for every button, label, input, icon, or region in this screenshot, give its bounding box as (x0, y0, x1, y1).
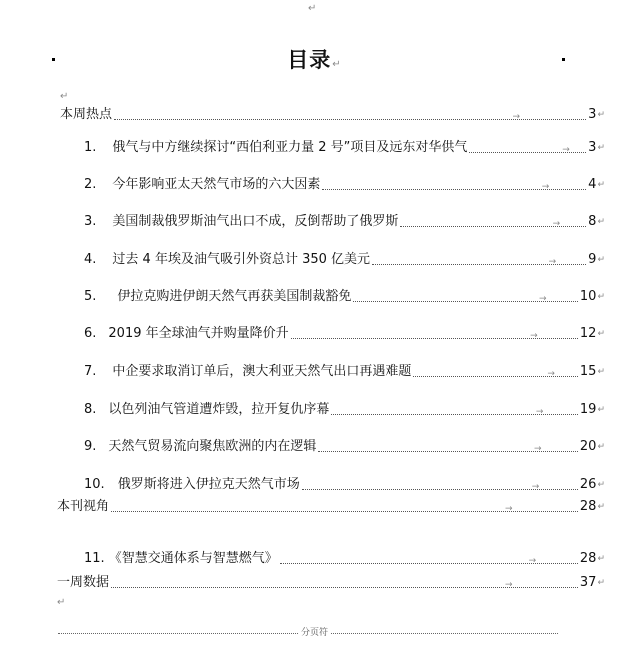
toc-entry-number: 3. (84, 214, 97, 229)
toc-entry-item[interactable]: 5. 伊拉克购进伊朗天然气再获美国制裁豁免 → 10 ↵ (84, 289, 605, 304)
toc-entry-page: 8 (588, 214, 597, 229)
toc-entry-page: 20 (579, 439, 597, 454)
toc-entry-item[interactable]: 11. 《智慧交通体系与智慧燃气》 → 28 ↵ (84, 551, 605, 566)
toc-entry-item[interactable]: 8. 以色列油气管道遭炸毁，拉开复仇序幕 → 19 ↵ (84, 402, 605, 417)
toc-entry-text: 《智慧交通体系与智慧燃气》 (108, 551, 278, 566)
dot-leader: → (353, 300, 577, 302)
toc-title (0, 44, 629, 74)
toc-entry-text: 俄气与中方继续探讨“西伯利亚力量 2 号”项目及远东对华供气 (112, 140, 468, 155)
toc-entry-number: 7. (84, 364, 97, 379)
dot-leader: → (291, 337, 578, 339)
toc-entry-page: 4 (588, 177, 597, 192)
dot-leader: → (372, 263, 586, 265)
dot-leader: → (111, 510, 578, 512)
toc-entry-page: 37 (579, 575, 597, 590)
toc-entry-section[interactable]: 本周热点 → 3 ↵ (60, 107, 605, 122)
toc-entry-text: 以色列油气管道遭炸毁，拉开复仇序幕 (108, 402, 330, 417)
paragraph-mark: ↵ (60, 91, 69, 102)
toc-entry-page: 28 (579, 499, 597, 514)
toc-entry-page: 26 (579, 477, 597, 492)
toc-entry-page: 28 (579, 551, 597, 566)
toc-entry-number: 5. (84, 289, 97, 304)
toc-entry-text: 过去 4 年埃及油气吸引外资总计 350 亿美元 (112, 252, 371, 267)
toc-entry-number: 2. (84, 177, 97, 192)
toc-entry-text: 俄罗斯将进入伊拉克天然气市场 (117, 477, 300, 492)
dot-leader: → (400, 225, 586, 227)
toc-entry-text: 中企要求取消订单后，澳大利亚天然气出口再遇难题 (112, 364, 412, 379)
toc-entry-item[interactable]: 4. 过去 4 年埃及油气吸引外资总计 350 亿美元 → 9 ↵ (84, 252, 605, 267)
toc-title-text: 目录 (287, 48, 332, 72)
paragraph-mark: ↵ (308, 3, 317, 14)
toc-entry-number: 8. (84, 402, 97, 417)
paragraph-mark: ↵ (332, 59, 342, 70)
toc-entry-item[interactable]: 10. 俄罗斯将进入伊拉克天然气市场 → 26 ↵ (84, 477, 605, 492)
toc-entry-item[interactable]: 3. 美国制裁俄罗斯油气出口不成，反倒帮助了俄罗斯 → 8 ↵ (84, 214, 605, 229)
toc-entry-section[interactable]: 本刊视角 → 28 ↵ (57, 499, 605, 514)
dot-leader: → (331, 413, 577, 415)
dot-leader: → (302, 488, 578, 490)
dot-leader: → (114, 118, 586, 120)
dot-leader: → (322, 188, 586, 190)
toc-entry-number: 6. (84, 326, 97, 341)
toc-entry-page: 15 (579, 364, 597, 379)
dot-leader: → (469, 151, 586, 153)
toc-entry-number: 10. (84, 477, 105, 492)
toc-entry-text: 本周热点 (60, 107, 113, 122)
toc-entry-section[interactable]: 一周数据 → 37 ↵ (57, 575, 605, 590)
toc-entry-text: 2019 年全球油气并购量降价升 (108, 326, 289, 341)
toc-entry-text: 今年影响亚太天然气市场的六大因素 (112, 177, 321, 192)
toc-entry-item[interactable]: 1. 俄气与中方继续探讨“西伯利亚力量 2 号”项目及远东对华供气 → 3 ↵ (84, 140, 605, 155)
toc-entry-item[interactable]: 2. 今年影响亚太天然气市场的六大因素 → 4 ↵ (84, 177, 605, 192)
toc-entry-text: 天然气贸易流向聚焦欧洲的内在逻辑 (108, 439, 317, 454)
toc-entry-page: 19 (579, 402, 597, 417)
toc-entry-number: 4. (84, 252, 97, 267)
toc-entry-item[interactable]: 6. 2019 年全球油气并购量降价升 → 12 ↵ (84, 326, 605, 341)
toc-entry-text: 本刊视角 (57, 499, 110, 514)
toc-entry-number: 9. (84, 439, 97, 454)
dot-leader: → (280, 562, 578, 564)
toc-entry-text: 一周数据 (57, 575, 110, 590)
toc-entry-page: 12 (579, 326, 597, 341)
dot-leader: → (413, 375, 577, 377)
toc-entry-text: 美国制裁俄罗斯油气出口不成，反倒帮助了俄罗斯 (112, 214, 399, 229)
toc-entry-number: 1. (84, 140, 97, 155)
toc-entry-page: 3 (588, 107, 597, 122)
paragraph-mark: ↵ (57, 597, 66, 608)
toc-entry-number: 11. (84, 551, 105, 566)
dot-leader: → (111, 586, 578, 588)
toc-entry-page: 10 (579, 289, 597, 304)
toc-entry-text: 伊拉克购进伊朗天然气再获美国制裁豁免 (117, 289, 352, 304)
toc-entry-item[interactable]: 9. 天然气贸易流向聚焦欧洲的内在逻辑 → 20 ↵ (84, 439, 605, 454)
toc-entry-page: 3 (588, 140, 597, 155)
dot-leader: → (318, 450, 577, 452)
toc-entry-page: 9 (588, 252, 597, 267)
page-break-label: 分页符 (0, 625, 629, 638)
toc-entry-item[interactable]: 7. 中企要求取消订单后，澳大利亚天然气出口再遇难题 → 15 ↵ (84, 364, 605, 379)
